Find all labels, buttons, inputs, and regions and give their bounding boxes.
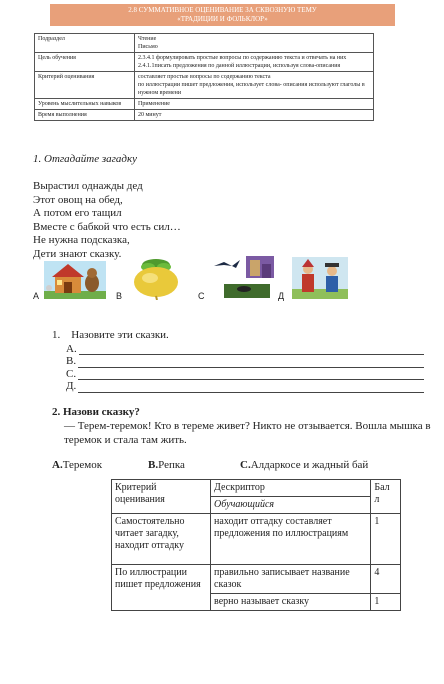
descriptor-cell: правильно записывает название сказок (211, 565, 371, 594)
header-descriptor: Дескриптор (211, 480, 371, 497)
table-row (35, 110, 374, 121)
descriptor-cell: находит отгадку составляет предложения по иллюстрациям (211, 514, 371, 565)
table-row (112, 480, 401, 497)
riddle-line: Этот овощ на обед, (33, 193, 123, 206)
value-line: 2.3.4.1 формулировать простые вопросы по содержанию текста и отвечать на них (138, 55, 347, 61)
criteria-table (111, 479, 401, 611)
table-value (135, 34, 374, 53)
answer-option-c (240, 459, 368, 471)
picture-label-c: С (198, 291, 205, 301)
answer-label-b: В. (66, 355, 77, 367)
answer-line-a[interactable] (79, 344, 424, 355)
criterion-cell: По иллюстрации пишет предложения (112, 565, 211, 611)
header-criterion: Критерий оценивания (112, 480, 211, 514)
riddle-line: Вместе с бабкой что есть сил… (33, 220, 181, 233)
criterion-cell: Самостоятельно читает загадку, находит отгадку (112, 514, 211, 565)
riddle-line: А потом его тащил (33, 207, 122, 219)
table-row (112, 514, 401, 565)
value-line: составляет простые вопросы по содержанию текста (138, 74, 271, 80)
answer-line-b[interactable] (78, 357, 424, 368)
riddle-line: Вырастил однажды дед (33, 180, 143, 192)
answer-line-c[interactable] (78, 369, 424, 380)
aldar-kose-picture (292, 257, 348, 299)
swallow-bird-picture (210, 256, 276, 300)
table-row (35, 53, 374, 72)
table-value: 20 минут (135, 110, 374, 121)
table-key: Время выполнения (35, 110, 135, 121)
answer-option-a (52, 459, 102, 471)
points-cell: 1 (371, 514, 401, 565)
riddle-line: Дети знают сказку. (33, 247, 122, 260)
task1-number: 1. (52, 329, 61, 341)
picture-label-a: А (33, 291, 40, 301)
task1-answer-list (52, 329, 424, 393)
points-cell: 4 (371, 565, 401, 594)
header-points: Бал л (371, 480, 401, 514)
answer-line-d[interactable] (78, 382, 424, 393)
table-row (35, 99, 374, 110)
table-value: Применение (135, 99, 374, 110)
picture-label-b: В (116, 291, 123, 301)
value-line: 2.4.1.1писать предложения по данной иллюстрации, используя слова-описания (138, 63, 341, 69)
task2-line-2: теремок и стала там жить. (64, 434, 187, 446)
answer-label-d: Д. (66, 380, 77, 392)
points-cell: 1 (371, 594, 401, 611)
banner-line-1: 2.8 СУММАТИВНОЕ ОЦЕНИВАНИЕ ЗА СКВОЗНУЮ ТЕМУ (128, 6, 317, 14)
assessment-info-table (34, 33, 374, 121)
task1-title: 1. Отгадайте загадку (33, 153, 137, 165)
table-key: Подраздел (35, 34, 135, 53)
banner-line-2: «ТРАДИЦИИ И ФОЛЬКЛОР» (177, 15, 268, 23)
value-line: Чтение (138, 36, 157, 42)
answer-option-b (148, 459, 185, 471)
option-text: Репка (158, 459, 185, 471)
riddle-text (33, 180, 181, 261)
subheader-student: Обучающийся (211, 497, 371, 514)
answer-label-c: С. (66, 367, 77, 380)
value-line: Письмо (138, 44, 158, 50)
table-key: Цель обучения (35, 53, 135, 72)
table-row (112, 565, 401, 594)
descriptor-cell: верно называет сказку (211, 594, 371, 611)
option-letter: В. (148, 459, 159, 471)
turnip-picture (126, 258, 186, 300)
riddle-line: Не нужна подсказка, (33, 234, 130, 246)
teremok-house-picture (44, 261, 106, 299)
table-value (135, 53, 374, 72)
option-letter: С. (240, 459, 251, 471)
table-row (35, 34, 374, 53)
option-text: Алдаркосе и жадный бай (250, 459, 369, 471)
picture-label-d: Д (278, 291, 285, 301)
task2-line-1: — Терем-теремок! Кто в тереме живет? Никто не отзывается. Вошла мышка в (64, 420, 431, 432)
table-row (35, 72, 374, 99)
table-key: Критерий оценивания (35, 72, 135, 99)
task2-text (64, 419, 444, 447)
option-text: Теремок (62, 459, 103, 471)
option-letter: А. (52, 459, 63, 471)
task2-title: 2. Назови сказку? (52, 406, 140, 418)
table-key: Уровень мыслительных навыков (35, 99, 135, 110)
table-value (135, 72, 374, 99)
task1-question: Назовите эти сказки. (71, 329, 169, 341)
title-banner (50, 4, 395, 26)
value-line: по иллюстрации пишет предложения, использует слова- описания используют глаголы в нужном времени (138, 82, 365, 96)
answer-label-a: А. (66, 342, 77, 355)
